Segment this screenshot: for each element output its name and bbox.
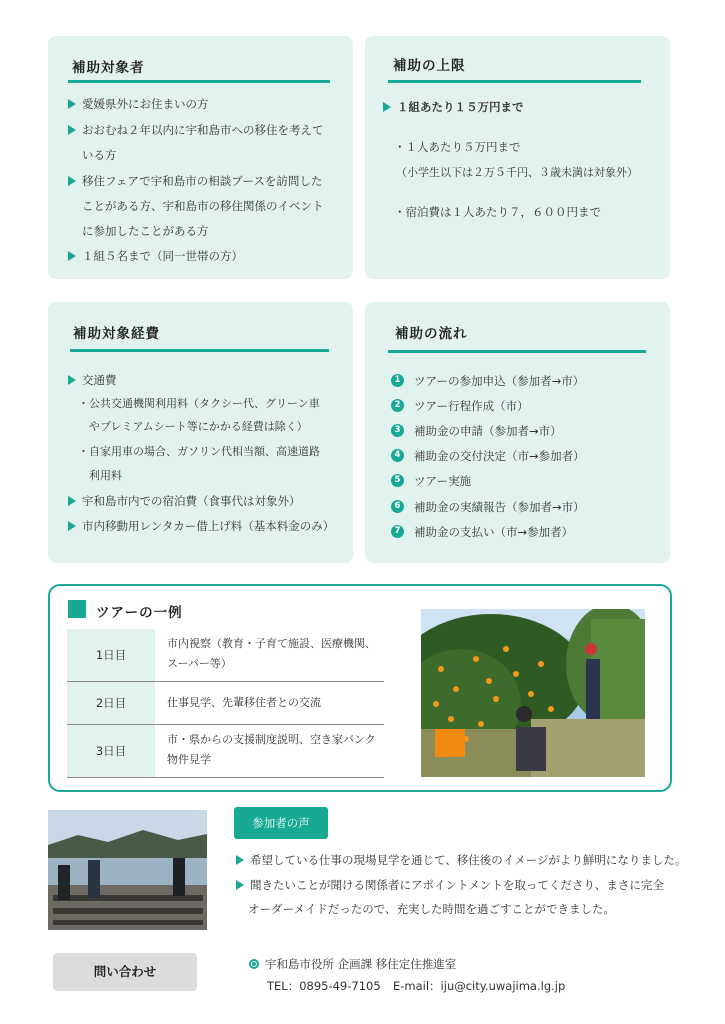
limit-sub1-note: （小学生以下は２万５千円、３歳未満は対象外） — [396, 166, 638, 179]
oyster-farm-photo-image — [48, 810, 207, 930]
triangle-right-icon — [68, 176, 76, 186]
triangle-right-icon — [68, 375, 76, 385]
square-icon — [68, 600, 86, 618]
triangle-right-icon — [68, 251, 76, 261]
contact-email[interactable]: E-mail：iju@city.uwajima.lg.jp — [393, 979, 566, 993]
step-number-icon: 3 — [391, 424, 404, 437]
tour-day-1-detail: 市内視察（教育・子育て施設、医療機関、 スーパー等） — [167, 637, 376, 670]
tour-day-3-detail: 市・県からの支援制度説明、空き家バンク 物件見学 — [167, 733, 376, 766]
eligible-line-2: おおむね２年以内に宇和島市への移住を考えて — [68, 123, 324, 137]
contact-office: 宇和島市役所 企画課 移住定住推進室 — [249, 957, 456, 971]
expenses-line-5: 利用料 — [89, 469, 122, 482]
step-number-icon: 2 — [391, 399, 404, 412]
eligible-line-5: ことがある方、宇和島市の移住関係のイベント — [82, 199, 324, 213]
flow-title: 補助の流れ — [395, 326, 468, 342]
limit-sub1: ・１人あたり５万円まで — [394, 140, 521, 154]
tour-day-2: 2日目 — [67, 682, 155, 724]
expenses-title-rule — [70, 349, 329, 352]
tour-row-divider — [67, 777, 384, 778]
step-number-icon: 1 — [391, 374, 404, 387]
eligible-line-1: 愛媛県外にお住まいの方 — [68, 97, 209, 111]
step-number-icon: 5 — [391, 474, 404, 487]
triangle-right-icon — [68, 521, 76, 531]
voice-line-1: 希望している仕事の現場見学を通じて、移住後のイメージがより鮮明になりました。 — [236, 853, 686, 867]
circle-dot-icon — [249, 959, 259, 969]
tour-day-2-detail: 仕事見学、先輩移住者との交流 — [167, 696, 321, 709]
expenses-line-7: 市内移動用レンタカー借上げ料（基本料金のみ） — [68, 519, 334, 533]
tour-day-3: 3日目 — [67, 725, 155, 777]
step-number-icon: 6 — [391, 500, 404, 513]
eligible-line-6: に参加したことがある方 — [82, 224, 209, 238]
expenses-line-2: ・公共交通機関利用料（タクシー代、グリーン車 — [78, 397, 320, 410]
orchard-photo — [421, 609, 645, 777]
triangle-right-icon — [68, 99, 76, 109]
triangle-right-icon — [383, 102, 391, 112]
oyster-farm-photo — [48, 810, 207, 930]
eligible-title-rule — [68, 80, 330, 83]
flow-title-rule — [388, 350, 646, 353]
voice-line-3: オーダーメイドだったので、充実した時間を過ごすことができました。 — [248, 902, 615, 916]
tour-title: ツアーの一例 — [96, 605, 183, 621]
step-number-icon: 7 — [391, 525, 404, 538]
eligible-line-3: いる方 — [82, 148, 117, 162]
triangle-right-icon — [236, 855, 244, 865]
expenses-line-4: ・自家用車の場合、ガソリン代相当額、高速道路 — [78, 445, 320, 458]
orchard-photo-image — [421, 609, 645, 777]
contact-tel: TEL：0895-49-7105 — [267, 979, 381, 993]
expenses-line-1: 交通費 — [68, 373, 117, 387]
triangle-right-icon — [68, 496, 76, 506]
expenses-line-6: 宇和島市内での宿泊費（食事代は対象外） — [68, 494, 301, 508]
limit-sub2: ・宿泊費は１人あたり７，６００円まで — [394, 205, 601, 219]
expenses-title: 補助対象経費 — [73, 326, 160, 342]
voice-line-2: 聞きたいことが聞ける関係者にアポイントメントを取ってくださり、まさに完全 — [236, 878, 664, 892]
eligible-title: 補助対象者 — [72, 60, 145, 76]
voices-label: 参加者の声 — [234, 807, 328, 839]
limit-main: １組あたり１５万円まで — [383, 100, 524, 114]
tour-day-1: 1日目 — [67, 629, 155, 681]
eligible-line-4: 移住フェアで宇和島市の相談ブースを訪問した — [68, 174, 322, 188]
triangle-right-icon — [236, 880, 244, 890]
step-number-icon: 4 — [391, 449, 404, 462]
triangle-right-icon — [68, 125, 76, 135]
eligible-line-7: １組５名まで（同一世帯の方） — [68, 249, 243, 263]
limit-title: 補助の上限 — [393, 58, 466, 74]
expenses-line-3: やプレミアムシート等にかかる経費は除く） — [89, 420, 308, 433]
limit-title-rule — [388, 80, 641, 83]
contact-button[interactable]: 問い合わせ — [53, 953, 197, 991]
